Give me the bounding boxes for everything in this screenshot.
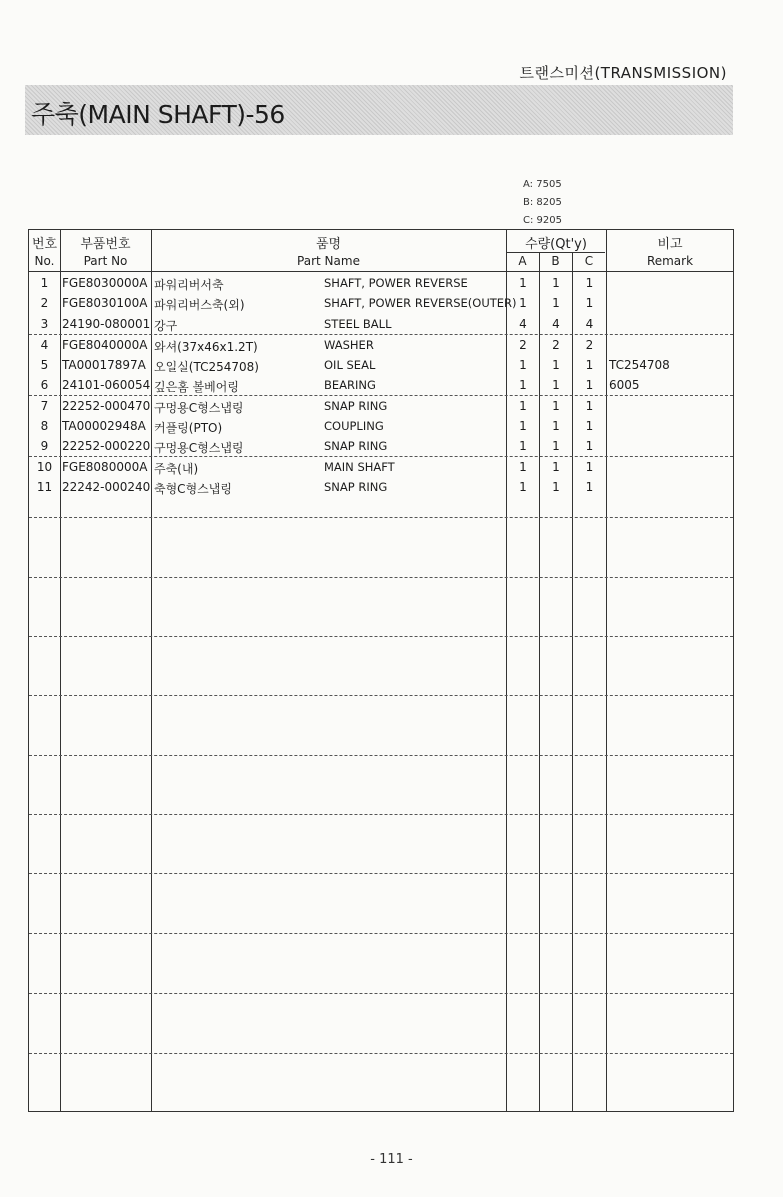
table-row xyxy=(29,335,733,355)
cell-qty-a: 4 xyxy=(519,317,527,331)
cell-qty-c: 1 xyxy=(585,358,594,372)
header-remark-kr: 비고 xyxy=(657,237,683,252)
table-row xyxy=(29,436,733,456)
cell-part-no: 22242-000240 xyxy=(62,480,151,494)
cell-part-no: TA00002948A xyxy=(62,419,146,433)
header-remark-en: Remark xyxy=(646,254,694,268)
group-separator xyxy=(29,1053,733,1054)
cell-remark: 6005 xyxy=(609,378,640,392)
cell-name-kr: 커플링(PTO) xyxy=(154,421,223,435)
model-value: 8205 xyxy=(536,197,562,208)
table-row xyxy=(29,375,733,395)
model-line-c xyxy=(523,212,562,230)
cell-qty-c: 1 xyxy=(585,276,594,290)
cell-qty-b: 1 xyxy=(552,399,560,413)
cell-name-kr: 구멍용C형스냅링 xyxy=(154,441,244,455)
model-legend xyxy=(523,176,562,230)
cell-qty-b: 1 xyxy=(552,460,560,474)
cell-name-kr: 주축(내) xyxy=(154,462,199,476)
cell-qty-b: 1 xyxy=(552,419,560,433)
cell-qty-c: 1 xyxy=(585,399,594,413)
cell-name-en: SHAFT, POWER REVERSE(OUTER) xyxy=(324,296,517,310)
cell-no: 8 xyxy=(40,419,49,433)
cell-qty-b: 1 xyxy=(552,378,560,392)
cell-no: 10 xyxy=(36,460,53,474)
cell-no: 11 xyxy=(36,480,53,494)
cell-part-no: 22252-000220 xyxy=(62,439,151,453)
cell-qty-b: 1 xyxy=(552,358,560,372)
table-row xyxy=(29,457,733,477)
cell-no: 1 xyxy=(40,276,49,290)
header-qty-c: C xyxy=(584,254,594,268)
section-category: 트랜스미션(TRANSMISSION) xyxy=(519,64,727,82)
cell-part-no: 24190-080001 xyxy=(62,317,151,331)
cell-part-no: FGE8080000A xyxy=(62,460,148,474)
cell-name-en: WASHER xyxy=(324,338,374,352)
group-separator xyxy=(29,993,733,994)
cell-part-no: 24101-060054 xyxy=(62,378,151,392)
group-separator xyxy=(29,814,733,815)
page-title: 주축(MAIN SHAFT)-56 xyxy=(31,100,285,129)
cell-qty-b: 1 xyxy=(552,480,560,494)
cell-qty-c: 4 xyxy=(585,317,594,331)
cell-name-kr: 강구 xyxy=(154,319,178,333)
cell-name-kr: 깊은홈 볼베어링 xyxy=(154,380,239,394)
table-row xyxy=(29,273,733,293)
table-row xyxy=(29,396,733,416)
cell-qty-a: 1 xyxy=(519,296,527,310)
table-row xyxy=(29,416,733,436)
cell-part-no: FGE8030100A xyxy=(62,296,148,310)
group-separator xyxy=(29,517,733,518)
cell-name-en: BEARING xyxy=(324,378,376,392)
header-qty: 수량(Qt'y) xyxy=(525,237,587,252)
cell-name-kr: 와셔(37x46x1.2T) xyxy=(154,340,258,354)
cell-part-no: FGE8030000A xyxy=(62,276,148,290)
cell-qty-c: 1 xyxy=(585,378,594,392)
title-band xyxy=(25,85,733,135)
cell-qty-c: 1 xyxy=(585,419,594,433)
cell-name-en: SNAP RING xyxy=(324,480,388,494)
table-row xyxy=(29,477,733,497)
cell-qty-b: 1 xyxy=(552,296,560,310)
cell-name-kr: 파워리버서축 xyxy=(154,278,224,292)
cell-no: 5 xyxy=(40,358,49,372)
model-value: 9205 xyxy=(536,215,562,226)
cell-qty-b: 4 xyxy=(552,317,560,331)
cell-qty-a: 1 xyxy=(519,439,527,453)
cell-qty-a: 1 xyxy=(519,460,527,474)
cell-qty-a: 1 xyxy=(519,358,527,372)
group-separator xyxy=(29,695,733,696)
model-value: 7505 xyxy=(536,179,562,190)
cell-name-en: SNAP RING xyxy=(324,439,388,453)
cell-name-en: OIL SEAL xyxy=(324,358,376,372)
cell-qty-a: 1 xyxy=(519,480,527,494)
group-separator xyxy=(29,577,733,578)
page-number: - 111 - xyxy=(370,1152,413,1167)
cell-qty-b: 1 xyxy=(552,276,560,290)
model-line-b xyxy=(523,194,562,212)
header-no-kr: 번호 xyxy=(31,237,58,252)
cell-no: 9 xyxy=(40,439,49,453)
cell-name-kr: 파워리버스축(외) xyxy=(154,298,245,312)
cell-qty-c: 1 xyxy=(585,296,594,310)
cell-qty-a: 1 xyxy=(519,399,527,413)
model-key: B: xyxy=(523,197,534,208)
cell-name-kr: 구멍용C형스냅링 xyxy=(154,401,244,415)
group-separator xyxy=(29,636,733,637)
cell-name-kr: 오일실(TC254708) xyxy=(154,360,259,374)
cell-qty-a: 1 xyxy=(519,378,527,392)
cell-name-kr: 축형C형스냅링 xyxy=(154,482,232,496)
header-no-en: No. xyxy=(34,254,55,268)
cell-qty-a: 2 xyxy=(519,338,527,352)
group-separator xyxy=(29,755,733,756)
cell-qty-a: 1 xyxy=(519,276,527,290)
model-key: A: xyxy=(523,179,534,190)
cell-part-no: 22252-000470 xyxy=(62,399,151,413)
cell-part-no: TA00017897A xyxy=(62,358,146,372)
model-line-a xyxy=(523,176,562,194)
parts-table xyxy=(28,229,734,1112)
cell-name-en: SHAFT, POWER REVERSE xyxy=(324,276,468,290)
group-separator xyxy=(29,873,733,874)
cell-qty-c: 1 xyxy=(585,460,594,474)
cell-remark: TC254708 xyxy=(609,358,670,372)
cell-qty-c: 2 xyxy=(585,338,594,352)
header-pn-kr: 부품번호 xyxy=(80,237,131,252)
cell-qty-b: 1 xyxy=(552,439,560,453)
header-name-en: Part Name xyxy=(297,254,360,268)
table-row xyxy=(29,293,733,313)
header-qty-a: A xyxy=(518,254,527,268)
cell-no: 7 xyxy=(40,399,49,413)
model-key: C: xyxy=(523,215,534,226)
cell-name-en: MAIN SHAFT xyxy=(324,460,395,474)
cell-qty-a: 1 xyxy=(519,419,527,433)
header-name-kr: 품명 xyxy=(315,237,342,252)
cell-part-no: FGE8040000A xyxy=(62,338,148,352)
cell-qty-b: 2 xyxy=(552,338,560,352)
cell-name-en: STEEL BALL xyxy=(324,317,392,331)
header-pn-en: Part No xyxy=(83,254,128,268)
group-separator xyxy=(29,933,733,934)
table-row xyxy=(29,314,733,334)
cell-qty-c: 1 xyxy=(585,439,594,453)
header-bottom-rule xyxy=(29,271,733,272)
cell-no: 4 xyxy=(40,338,49,352)
cell-name-en: COUPLING xyxy=(324,419,384,433)
cell-no: 6 xyxy=(40,378,49,392)
header-qty-b: B xyxy=(551,254,560,268)
cell-no: 2 xyxy=(40,296,49,310)
cell-qty-c: 1 xyxy=(585,480,594,494)
cell-name-en: SNAP RING xyxy=(324,399,388,413)
table-row xyxy=(29,355,733,375)
qty-subheader-rule xyxy=(506,252,605,253)
cell-no: 3 xyxy=(40,317,49,331)
